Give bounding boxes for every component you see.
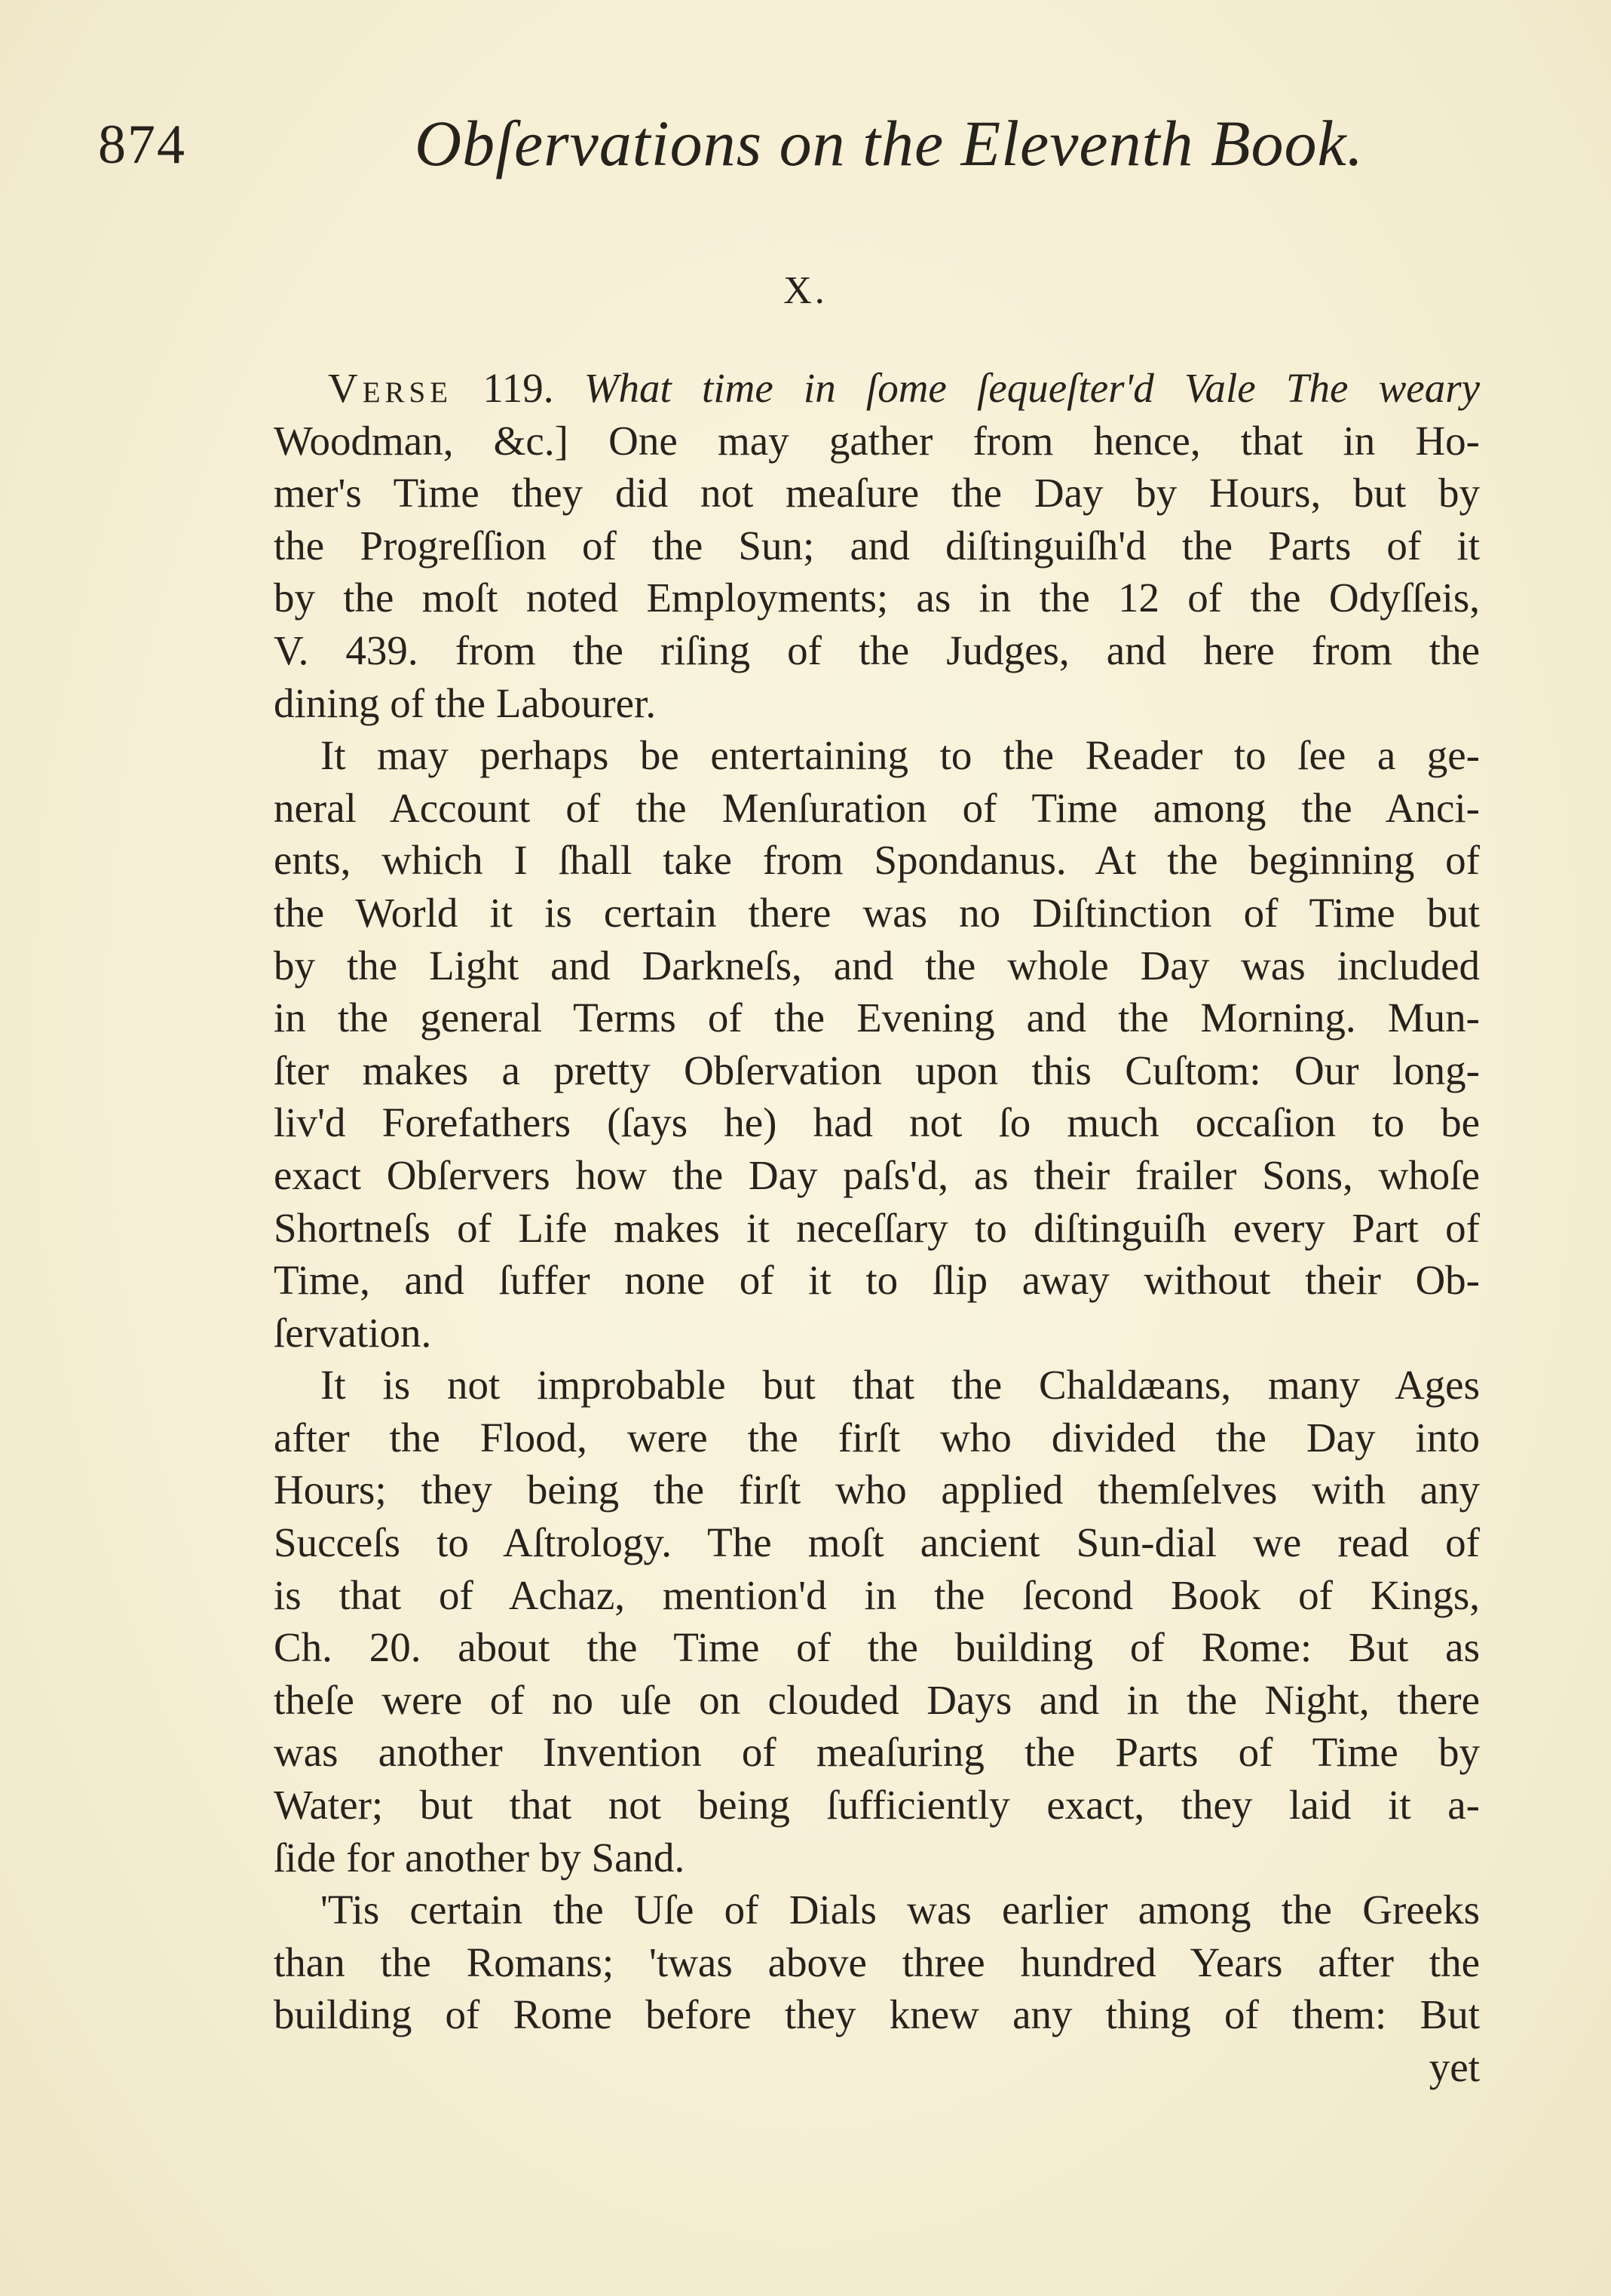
page-number: 874 (98, 114, 186, 176)
running-head: Obſervations on the Eleventh Book. (415, 107, 1364, 179)
text-line: It is not improbable but that the Chaldæans, many Ages (320, 1362, 1480, 1409)
text-line: ſide for another by Sand. (274, 1834, 685, 1881)
text-line: Time, and ſuffer none of it to ſlip away without their Ob- (274, 1257, 1480, 1304)
text-line: ents, which I ſhall take from Spondanus. At the beginning of (274, 837, 1480, 884)
text-line: ſervation. (274, 1309, 432, 1356)
text-line: after the Flood, were the firſt who divided the Day into (274, 1414, 1480, 1461)
verse-number: 119. (482, 365, 554, 411)
paragraph (274, 729, 1480, 1359)
text-line: in the general Terms of the Evening and the Morning. Mun- (274, 995, 1480, 1041)
paragraph-lead-line (274, 362, 1480, 415)
section-mark: X. (783, 269, 828, 312)
text-line: than the Romans; 'twas above three hundred Years after the (274, 1939, 1480, 1985)
text-line: Water; but that not being ſufficiently exact, they laid it a- (274, 1782, 1480, 1829)
text-line: ſter makes a pretty Obſervation upon this Cuſtom: Our long- (274, 1047, 1480, 1093)
text-line: is that of Achaz, mention'd in the ſecond Book of Kings, (274, 1571, 1480, 1618)
text-line: Hours; they being the firſt who applied themſelves with any (274, 1467, 1480, 1513)
paragraph (274, 1884, 1480, 2041)
text-line: dining of the Labourer. (274, 679, 657, 726)
text-line: liv'd Forefathers (ſays he) had not ſo much occaſion to be (274, 1099, 1480, 1146)
text-line: building of Rome before they knew any thing of them: But (274, 1991, 1480, 2038)
text-line: exact Obſervers how the Day paſs'd, as their frailer Sons, whoſe (274, 1151, 1480, 1198)
text-line: Shortneſs of Life makes it neceſſary to diſtinguiſh every Part of (274, 1204, 1480, 1251)
body-text (274, 362, 1480, 2094)
catchword: yet (1429, 2044, 1480, 2090)
text-line: was another Invention of meaſuring the Parts of Time by (274, 1729, 1480, 1776)
paragraph (274, 1359, 1480, 1884)
text-line: Woodman, &c.] One may gather from hence, that in Ho- (274, 417, 1480, 464)
text-line: 'Tis certain the Uſe of Dials was earlier among the Greeks (320, 1887, 1480, 1933)
page-header (0, 106, 1611, 189)
text-line: Ch. 20. about the Time of the building of Rome: But as (274, 1624, 1480, 1671)
text-line: by the Light and Darkneſs, and the whole Day was included (274, 942, 1480, 989)
verse-quote: What time in ſome ſequeſter'd Vale The weary (583, 365, 1481, 411)
verse-label: Verse (328, 365, 453, 411)
text-line: mer's Time they did not meaſure the Day by Hours, but by (274, 470, 1480, 517)
text-line: the Progreſſion of the Sun; and diſtinguiſh'd the Parts of it (274, 522, 1480, 569)
text-line: It may perhaps be entertaining to the Reader to ſee a ge- (320, 732, 1480, 779)
paragraph (274, 362, 1480, 729)
text-line: by the moſt noted Employments; as in the 12 of the Odyſſeis, (274, 575, 1480, 621)
text-line: Succeſs to Aſtrology. The moſt ancient Sun-dial we read of (274, 1519, 1480, 1566)
text-line: theſe were of no uſe on clouded Days and in the Night, there (274, 1676, 1480, 1723)
text-line: neral Account of the Menſuration of Time among the Anci- (274, 784, 1480, 831)
text-line: V. 439. from the riſing of the Judges, and here from the (274, 627, 1480, 673)
text-line: the World it is certain there was no Diſtinction of Time but (274, 889, 1480, 936)
